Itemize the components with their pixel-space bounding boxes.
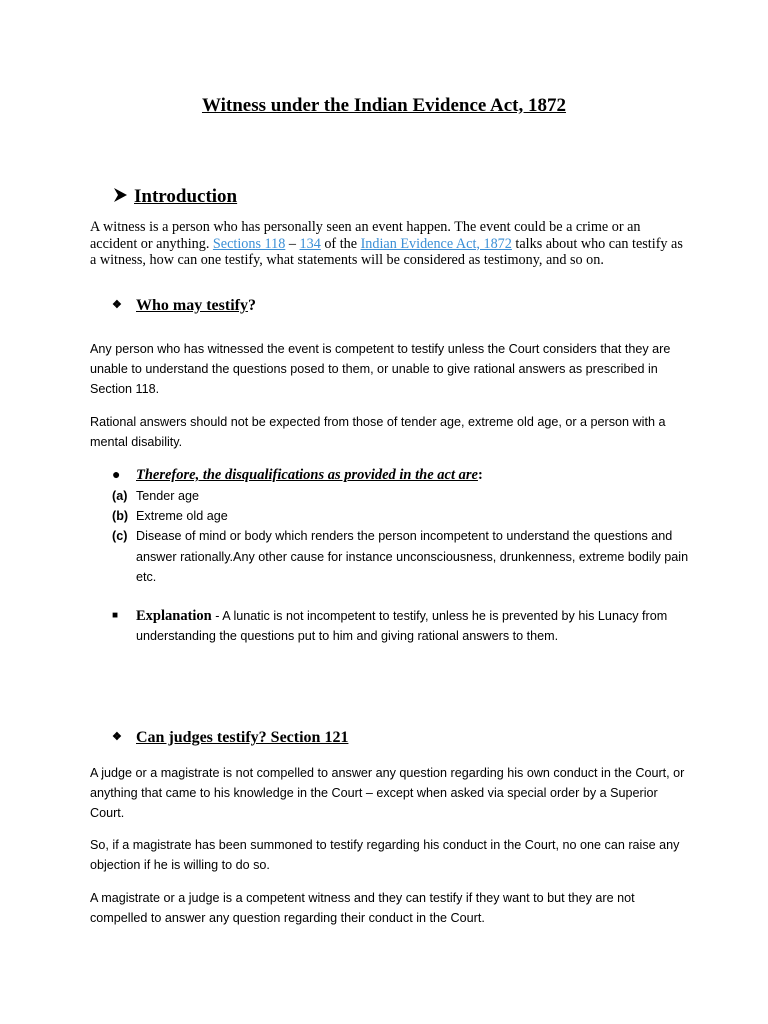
four-diamond-bullet-icon: ❖ <box>112 299 122 311</box>
judges-paragraph-1: A judge or a magistrate is not compelled to answer any question regarding his own conduct in the Court, or anything that came to his knowledge in the Court – except when asked via special order by a Superior Court. <box>90 766 685 821</box>
intro-of-the: of the <box>320 235 361 252</box>
four-diamond-bullet-icon: ❖ <box>112 731 122 743</box>
who-may-testify-paragraph-1: Any person who has witnessed the event is competent to testify unless the Court considers that they are unable to understand the questions posed to them, or unable to give rational answers as prescribed in Section 118. <box>90 342 671 397</box>
explanation-term: Explanation <box>136 608 212 624</box>
list-item-label: (b) <box>112 509 129 524</box>
introduction-paragraph <box>90 219 690 269</box>
document-title: Witness under the Indian Evidence Act, 1872 <box>201 95 567 116</box>
list-item-text: Disease of mind or body which renders the person incompetent to understand the questions and answer rationally.Any other cause for instance unconsciousness, drunkenness, extreme bodily pain etc. <box>136 529 689 584</box>
arrowhead-bullet-icon <box>112 185 134 209</box>
judges-paragraph-2: So, if a magistrate has been summoned to testify regarding his conduct in the Court, no one can raise any objection if he is willing to do so. <box>90 838 680 873</box>
introduction-heading-text: Introduction <box>134 186 238 207</box>
explanation-body <box>136 606 692 646</box>
intro-text-1: A witness is a person who has personally seen an event happen. The event could be a crime or an accident or anything. <box>90 219 641 252</box>
intro-dash: – <box>285 235 300 252</box>
disqualifications-heading <box>112 465 483 486</box>
indian-evidence-act-link[interactable]: Indian Evidence Act, 1872 <box>360 235 512 252</box>
explanation-text: - A lunatic is not incompetent to testify, unless he is prevented by his Lunacy from understanding the questions put to him and giving rational answers to them. <box>136 609 668 644</box>
judges-heading <box>112 727 348 748</box>
who-may-testify-paragraph-2: Rational answers should not be expected from those of tender age, extreme old age, or a person with a mental disability. <box>90 415 666 450</box>
round-bullet-icon: ● <box>112 468 121 483</box>
who-may-testify-heading <box>112 295 256 316</box>
list-item-label: (c) <box>112 529 128 544</box>
list-item <box>112 526 692 587</box>
list-item <box>112 506 692 526</box>
list-item <box>112 486 692 506</box>
judges-heading-text: Can judges testify? Section 121 <box>136 729 349 746</box>
disqualifications-heading-suffix: : <box>477 467 483 483</box>
list-item-text: Extreme old age <box>136 509 228 524</box>
who-may-testify-heading-suffix: ? <box>247 297 256 314</box>
introduction-heading <box>112 185 237 209</box>
section-134-link[interactable]: 134 <box>299 235 321 252</box>
square-bullet-icon: ■ <box>112 610 119 621</box>
list-item-label: (a) <box>112 489 128 503</box>
who-may-testify-heading-text: Who may testify <box>136 297 248 314</box>
explanation-item <box>112 606 692 646</box>
intro-text-2: talks about who can testify as a witness, how can one testify, what statements will be considered as testimony, and so on. <box>90 235 683 268</box>
judges-paragraph-3: A magistrate or a judge is a competent witness and they can testify if they want to but they are not compelled to answer any question regarding their conduct in the Court. <box>90 891 635 926</box>
sections-118-link[interactable]: Sections 118 <box>212 235 286 252</box>
disqualifications-list <box>112 486 692 587</box>
list-item-text: Tender age <box>136 489 200 503</box>
disqualifications-heading-text: Therefore, the disqualifications as provided in the act are <box>136 467 478 483</box>
